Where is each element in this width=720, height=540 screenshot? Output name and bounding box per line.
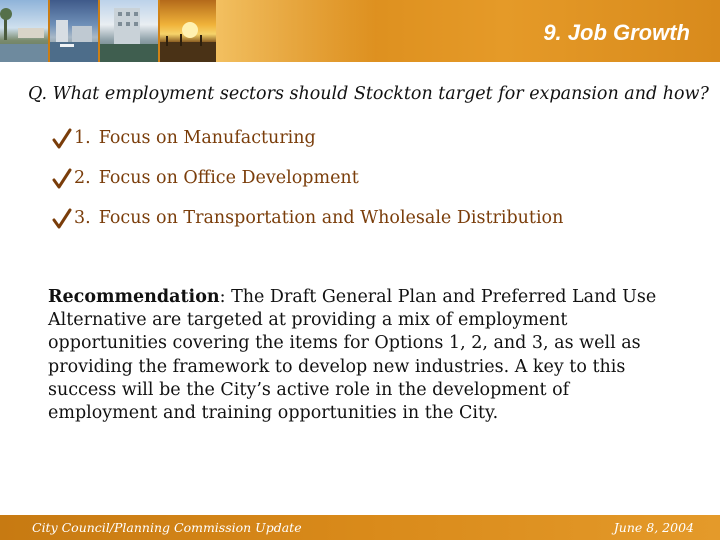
header-photo-waterfront	[0, 0, 48, 62]
footer-presentation-name: City Council/Planning Commission Update	[32, 520, 302, 535]
header-photo-marina	[50, 0, 98, 62]
option-number: 3.	[74, 208, 91, 228]
option-item-3	[52, 208, 563, 248]
options-list	[52, 128, 563, 248]
option-number: 1.	[74, 128, 91, 148]
checkmark-icon	[52, 208, 72, 230]
checkmark-icon	[52, 128, 72, 150]
recommendation-paragraph	[48, 286, 674, 425]
header-photo-sunset-field	[160, 0, 216, 62]
option-item-2	[52, 168, 563, 208]
recommendation-label: Recommendation	[48, 287, 220, 307]
header-banner	[0, 0, 720, 62]
recommendation-text: : The Draft General Plan and Preferred Land Use Alternative are targeted at providing a mix of employment opportunities covering the items for Options 1, 2, and 3, as well as providing the framework to develop new industries. A key to this success will be the City’s active role in the development of employment and training opportunities in the City.	[48, 287, 657, 424]
question-text: Q. What employment sectors should Stockton target for expansion and how?	[28, 84, 709, 104]
header-photo-building	[100, 0, 158, 62]
footer-date: June 8, 2004	[613, 520, 694, 535]
header-fade	[216, 0, 376, 62]
option-label: Focus on Transportation and Wholesale Distribution	[98, 208, 564, 228]
option-label: Focus on Office Development	[98, 168, 359, 188]
checkmark-icon	[52, 168, 72, 190]
footer-bar	[0, 515, 720, 540]
option-item-1	[52, 128, 563, 168]
option-label: Focus on Manufacturing	[98, 128, 316, 148]
slide-title: 9. Job Growth	[543, 20, 690, 45]
option-number: 2.	[74, 168, 91, 188]
